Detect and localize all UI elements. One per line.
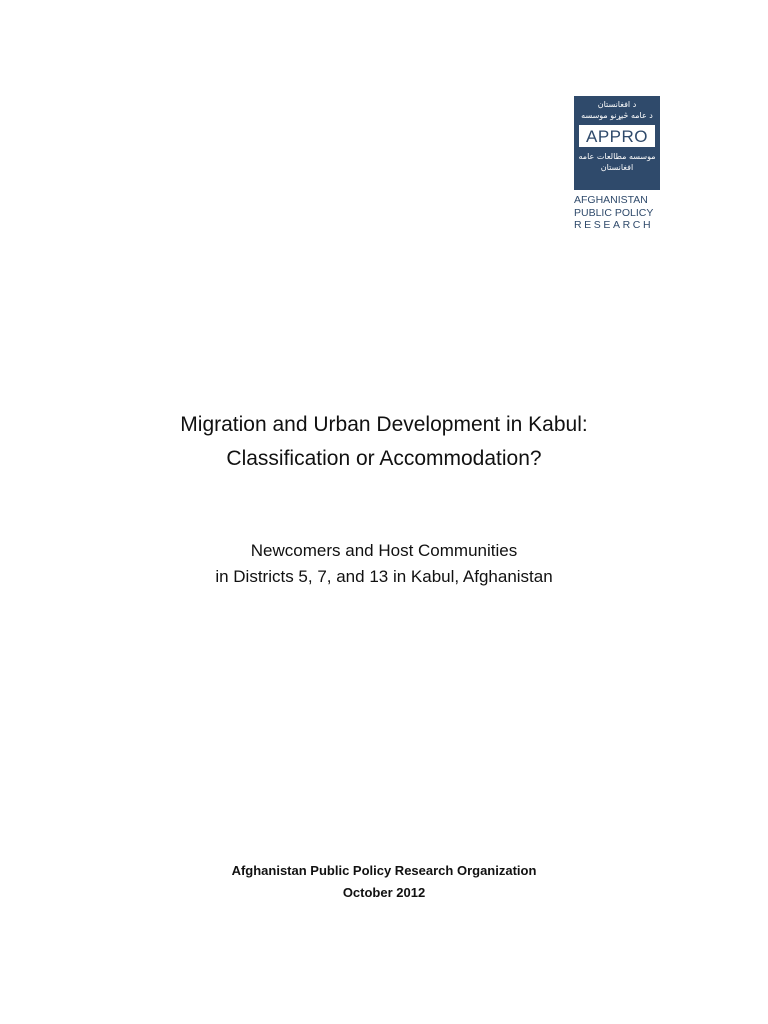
publisher-info bbox=[0, 860, 768, 904]
document-title bbox=[0, 408, 768, 476]
logo-caption bbox=[574, 194, 662, 232]
subtitle-line-2: in Districts 5, 7, and 13 in Kabul, Afghanistan bbox=[215, 567, 553, 586]
publisher-organization: Afghanistan Public Policy Research Organization bbox=[231, 863, 537, 878]
logo-arabic-line-3: موسسه مطالعات عامه bbox=[578, 152, 656, 161]
logo-arabic-line-4: افغانستان bbox=[600, 163, 634, 172]
logo-acronym: APPRO bbox=[585, 126, 649, 146]
logo-emblem bbox=[574, 96, 660, 190]
appro-logo bbox=[574, 96, 662, 232]
publication-date: October 2012 bbox=[342, 885, 426, 900]
document-subtitle bbox=[0, 538, 768, 590]
logo-arabic-line-2: د عامه څیړنو موسسه bbox=[581, 111, 653, 120]
subtitle-line-1: Newcomers and Host Communities bbox=[250, 541, 518, 560]
logo-caption-line-2: PUBLIC POLICY bbox=[574, 206, 654, 219]
logo-caption-line-1: AFGHANISTAN bbox=[574, 194, 648, 206]
title-line-2: Classification or Accommodation? bbox=[226, 447, 542, 470]
title-line-1: Migration and Urban Development in Kabul: bbox=[180, 413, 588, 436]
logo-caption-line-3: RESEARCH bbox=[574, 219, 654, 231]
logo-arabic-line-1: د افغانستان bbox=[597, 100, 637, 109]
logo-acronym-box bbox=[578, 124, 656, 148]
